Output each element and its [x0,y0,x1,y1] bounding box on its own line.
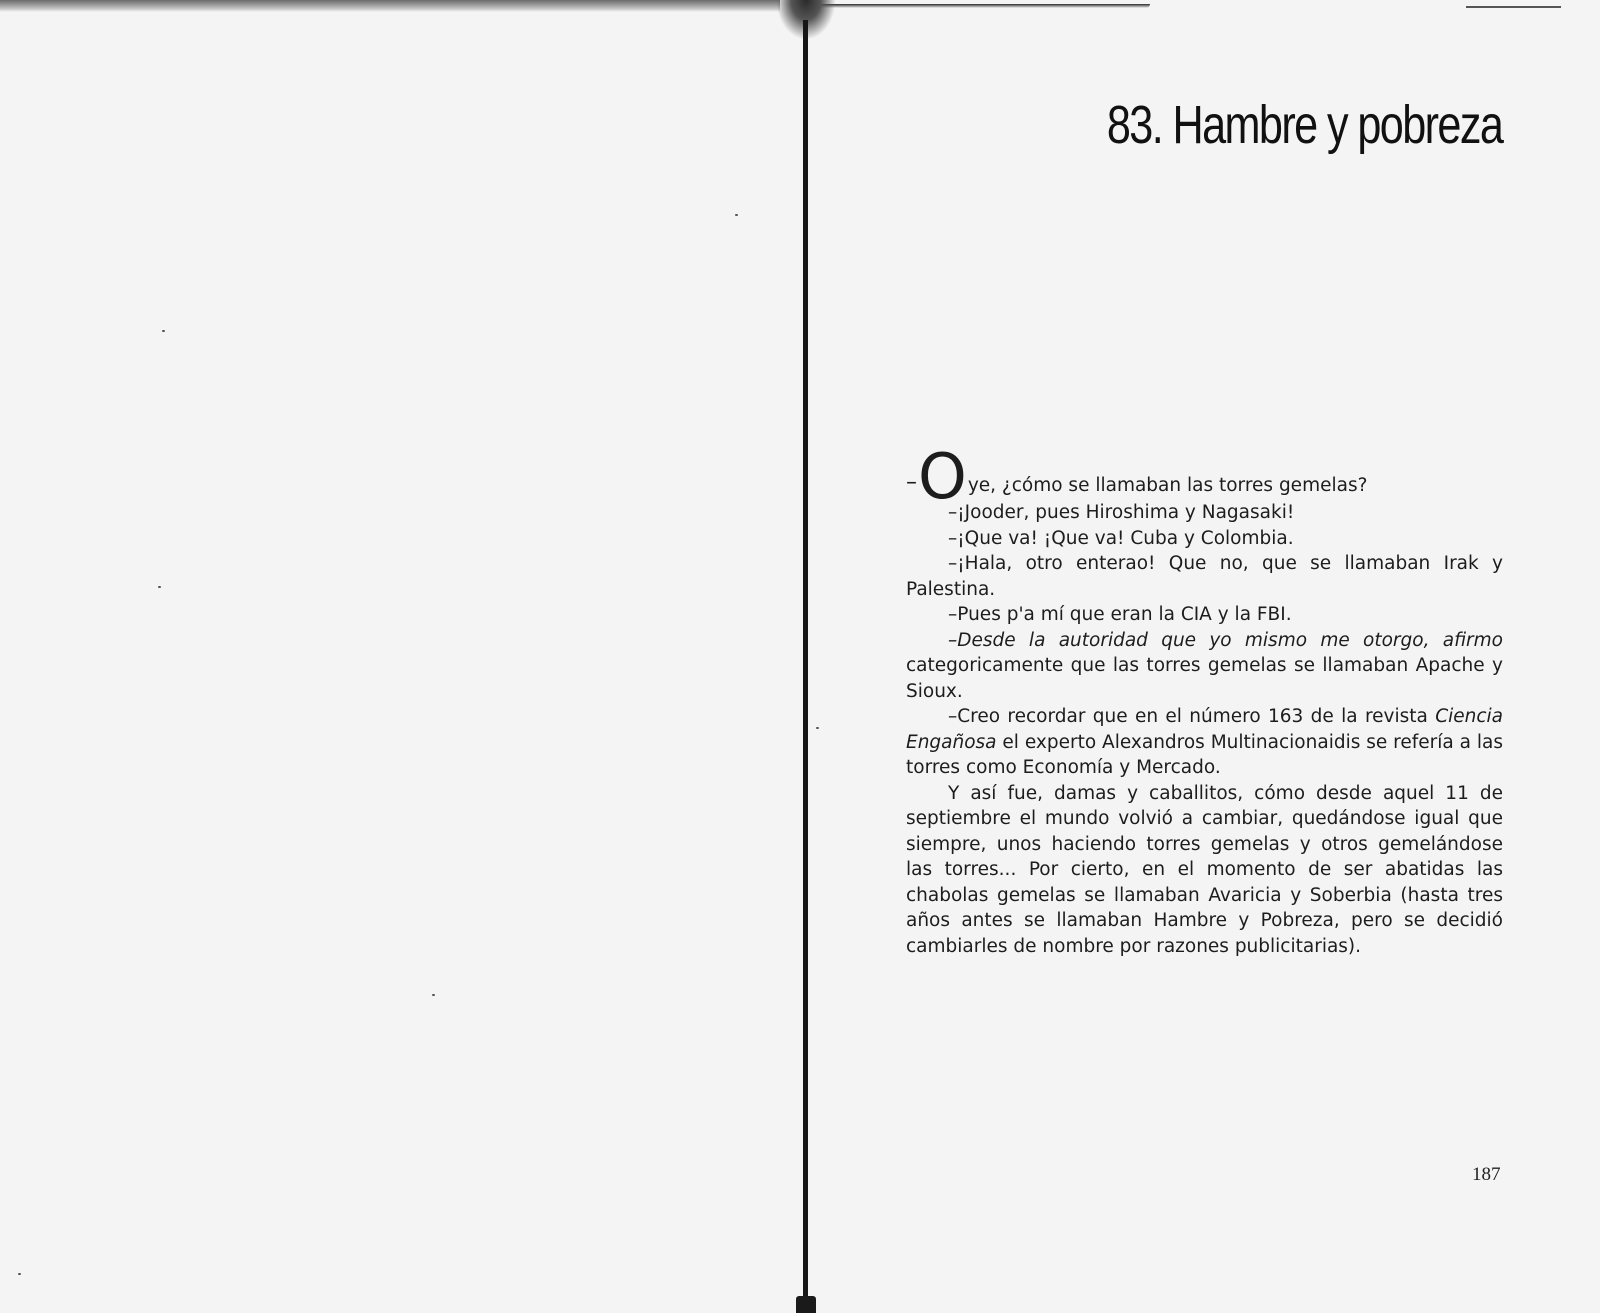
dialogue-text: el experto Alexandros Multinacionaidis se refería a las torres como Economía y Mercado. [906,731,1503,778]
scan-speck [18,1273,21,1275]
scan-speck [816,727,819,729]
italic-phrase: –Desde la autoridad que yo mismo me otorgo, afirmo [948,629,1503,651]
dialogue-text: categoricamente que las torres gemelas se llamaban Apache y Sioux. [906,655,1503,702]
dialogue-line: –¡Jooder, pues Hiroshima y Nagasaki! [948,502,1295,523]
book-gutter [803,20,808,1308]
dialogue-line: –¡Que va! ¡Que va! Cuba y Colombia. [948,527,1294,549]
dialogue-line: –¡Hala, otro enterao! Que no, que se llamaban Irak y Palestina. [906,553,1503,600]
drop-cap: O [918,440,966,513]
opening-dash: – [906,470,917,495]
scan-speck [158,586,161,588]
chapter-body-text [906,440,1503,959]
page-number: 187 [1472,1164,1501,1185]
scan-speck [735,214,738,216]
gutter-bottom-shadow [796,1296,816,1313]
dialogue-line [906,628,1503,705]
left-page-top-edge-shadow [0,0,780,12]
scan-speck [432,994,435,996]
dialogue-line: –Pues p'a mí que eran la CIA y la FBI. [948,604,1292,625]
magazine-title: Ciencia Engañosa [906,706,1503,753]
dialogue-line [906,704,1503,781]
opening-line-text: ye, ¿cómo se llamaban las torres gemelas? [967,474,1368,496]
dialogue-text: –Creo recordar que en el número 163 de la revista [948,706,1436,727]
right-page-top-edge-shadow [820,4,1150,8]
scan-speck [162,330,165,332]
chapter-title: 83. Hambre y pobreza [1106,95,1502,155]
closing-paragraph: Y así fue, damas y caballitos, cómo desde aquel 11 de septiembre el mundo volvió a cambiar, quedándose igual que siempre, unos haciendo torres gemelas y otros gemelándose las torres... Por cierto, en el momento de ser abatidas las chabolas gemelas se llamaban Avaricia y Soberbia (hasta tres años antes se llamaban Hambre y Pobreza, pero se decidió cambiarles de nombre por razones publicitarias). [906,782,1503,957]
right-page-edge-mark [1466,6,1561,8]
